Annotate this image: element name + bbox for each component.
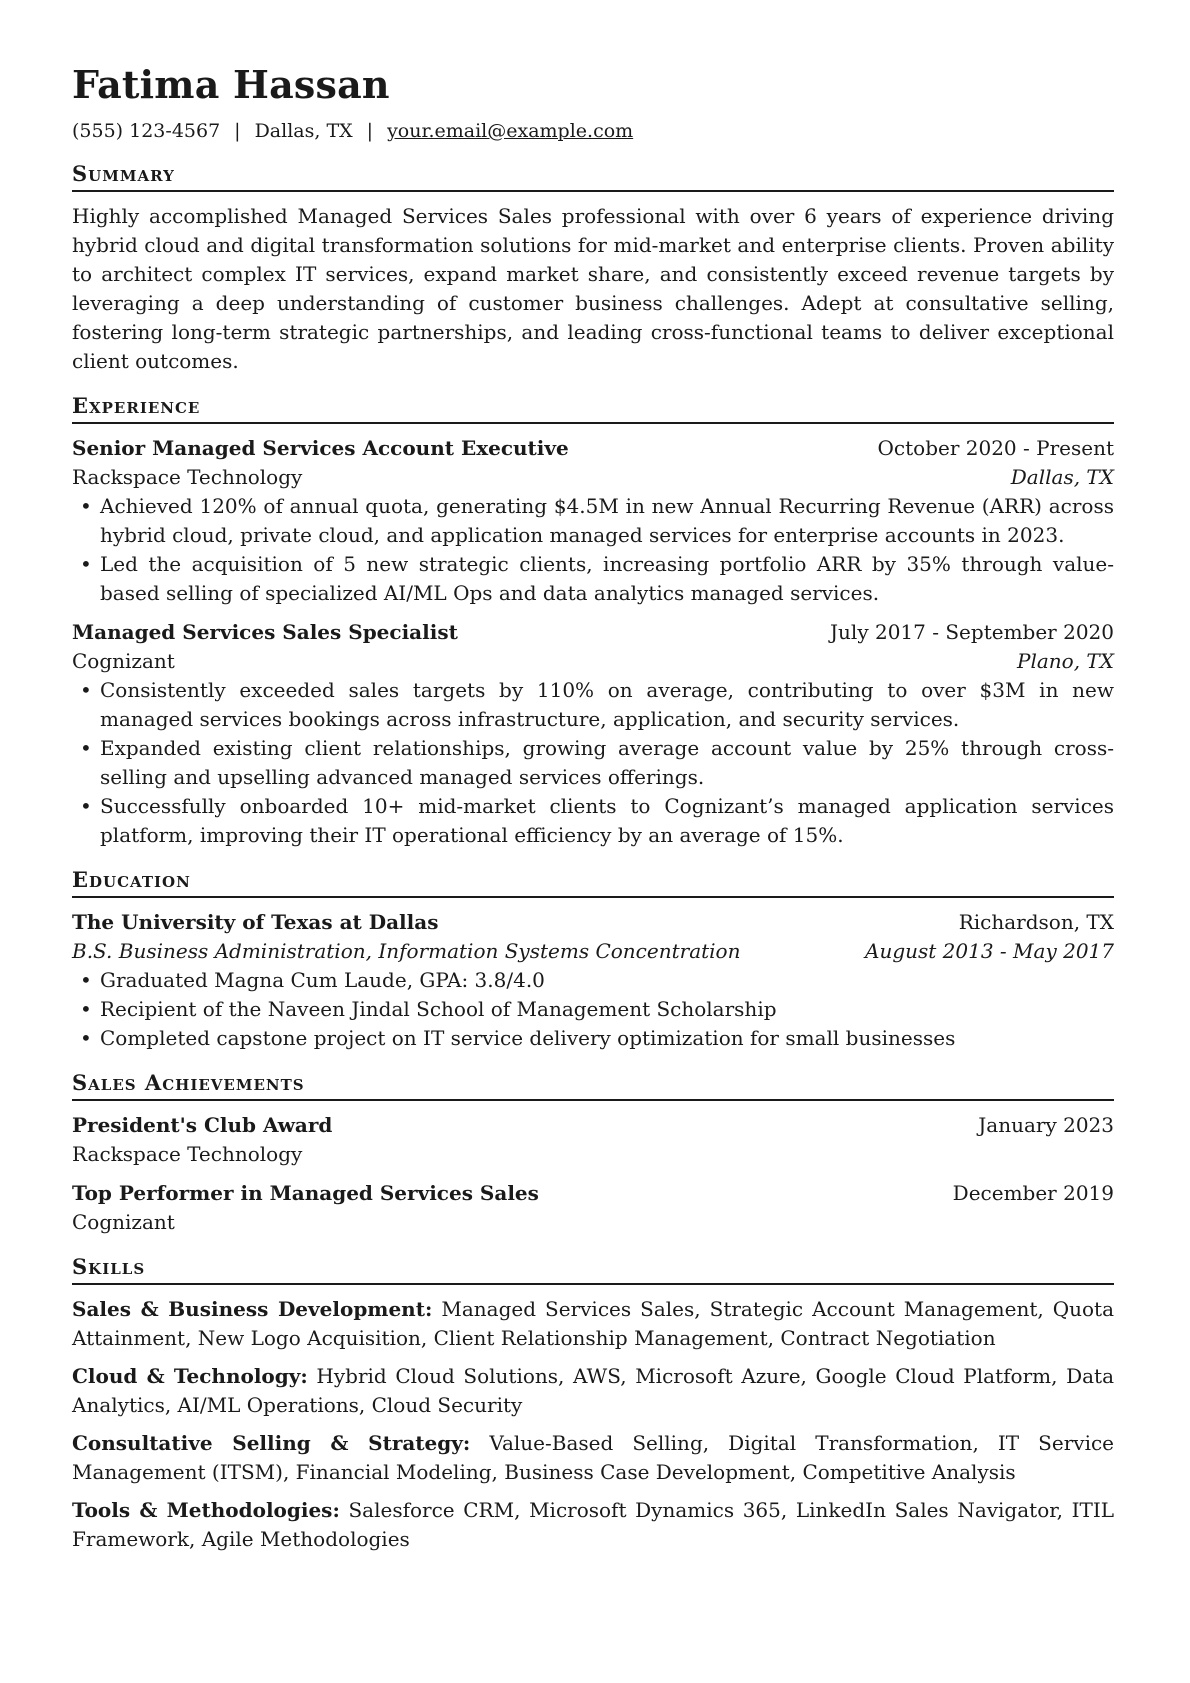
phone-number: (555) 123-4567 — [72, 120, 221, 142]
bullet-item: • Recipient of the Naveen Jindal School of Management Scholarship — [72, 995, 1114, 1024]
bullet-item: • Graduated Magna Cum Laude, GPA: 3.8/4.0 — [72, 966, 1114, 995]
award-name: President's Club Award — [72, 1113, 333, 1137]
skill-label: Consultative Selling & Strategy: — [72, 1431, 471, 1455]
job-location: Plano, TX — [1017, 649, 1114, 673]
bullet-item: • Successfully onboarded 10+ mid-market clients to Cognizant’s managed application services platform, improving their IT operational efficiency by an average of 15%. — [72, 792, 1114, 850]
school-name: The University of Texas at Dallas — [72, 910, 439, 934]
skill-list: Hybrid Cloud Solutions, AWS, Microsoft Azure, Google Cloud Platform, Data Analytics, AI/ML Operations, Cloud Security — [72, 1364, 1115, 1417]
contact-line — [72, 118, 1114, 144]
skills-section — [72, 1295, 1114, 1554]
skill-list: Value-Based Selling, Digital Transformation, IT Service Management (ITSM), Financial Modeling, Business Case Development, Competitive Analysis — [72, 1431, 1114, 1484]
contact-separator: | — [366, 120, 374, 142]
bullet-item: • Expanded existing client relationships, growing average account value by 25% through cross-selling and upselling advanced managed services offerings. — [72, 734, 1114, 792]
summary-heading: Summary — [72, 160, 1114, 192]
degree: B.S. Business Administration, Information Systems Concentration — [72, 939, 741, 963]
education-dates: August 2013 - May 2017 — [865, 939, 1114, 963]
job-dates: July 2017 - September 2020 — [830, 620, 1114, 644]
bullet-item: • Completed capstone project on IT service delivery optimization for small businesses — [72, 1024, 1114, 1053]
summary-text: Highly accomplished Managed Services Sales professional with over 6 years of experience driving hybrid cloud and digital transformation solutions for mid-market and enterprise clients. Proven ability to architect complex IT services, expand market share, and consistently exceed revenue targets by leveraging a deep understanding of customer business challenges. Adept at consultative selling, fostering long-term strategic partnerships, and leading cross-functional teams to deliver exceptional client outcomes. — [72, 204, 1114, 373]
skill-group — [72, 1429, 1114, 1487]
education-section — [72, 908, 1114, 1053]
skill-list: Managed Services Sales, Strategic Account Management, Quota Attainment, New Logo Acquisition, Client Relationship Management, Contract Negotiation — [72, 1297, 1115, 1350]
award-date: January 2023 — [978, 1113, 1114, 1137]
job-location: Dallas, TX — [1010, 465, 1114, 489]
award-organization: Cognizant — [72, 1210, 175, 1234]
skill-list: Salesforce CRM, Microsoft Dynamics 365, LinkedIn Sales Navigator, ITIL Framework, Agile Methodologies — [72, 1498, 1115, 1551]
job-dates: October 2020 - Present — [877, 436, 1114, 460]
award-organization: Rackspace Technology — [72, 1142, 303, 1166]
education-bullets — [72, 966, 1114, 1053]
job-bullets — [72, 492, 1114, 608]
job-bullets — [72, 676, 1114, 850]
skill-group — [72, 1362, 1114, 1420]
achievement-entry — [72, 1111, 1114, 1169]
achievements-heading: Sales Achievements — [72, 1069, 1114, 1101]
achievements-section — [72, 1111, 1114, 1237]
contact-separator: | — [234, 120, 241, 142]
summary-section — [72, 202, 1114, 376]
candidate-name: Fatima Hassan — [72, 62, 390, 107]
achievement-entry — [72, 1179, 1114, 1237]
job-entry — [72, 618, 1114, 850]
location: Dallas, TX — [254, 120, 353, 142]
bullet-item: • Achieved 120% of annual quota, generating $4.5M in new Annual Recurring Revenue (ARR) across hybrid cloud, private cloud, and application managed services for enterprise accounts in 2023. — [72, 492, 1114, 550]
job-title: Senior Managed Services Account Executive — [72, 436, 569, 460]
skills-heading: Skills — [72, 1253, 1114, 1285]
job-title: Managed Services Sales Specialist — [72, 620, 458, 644]
skill-group — [72, 1496, 1114, 1554]
job-entry — [72, 434, 1114, 608]
skill-group — [72, 1295, 1114, 1353]
education-heading: Education — [72, 866, 1114, 898]
skill-label: Sales & Business Development: — [72, 1297, 433, 1321]
experience-section — [72, 434, 1114, 850]
school-location: Richardson, TX — [958, 910, 1114, 934]
bullet-item: • Led the acquisition of 5 new strategic clients, increasing portfolio ARR by 35% through value-based selling of specialized AI/ML Ops and data analytics managed services. — [72, 550, 1114, 608]
email-link[interactable]: your.email@example.com — [387, 120, 634, 142]
skill-label: Tools & Methodologies: — [72, 1498, 340, 1522]
company-name: Cognizant — [72, 649, 175, 673]
company-name: Rackspace Technology — [72, 465, 303, 489]
award-date: December 2019 — [952, 1181, 1114, 1205]
resume-page — [72, 60, 1114, 1563]
experience-heading: Experience — [72, 392, 1114, 424]
bullet-item: • Consistently exceeded sales targets by 110% on average, contributing to over $3M in new managed services bookings across infrastructure, application, and security services. — [72, 676, 1114, 734]
skill-label: Cloud & Technology: — [72, 1364, 308, 1388]
award-name: Top Performer in Managed Services Sales — [72, 1181, 539, 1205]
